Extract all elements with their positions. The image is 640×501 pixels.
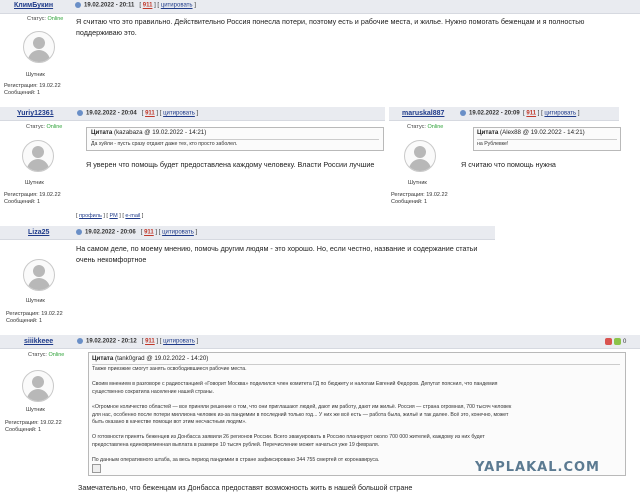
avatar[interactable] [22, 140, 54, 172]
post-date: 19.02.2022 - 20:11 [84, 2, 135, 9]
quote-text: на Рублевке! [477, 139, 617, 148]
quote-line [92, 395, 620, 403]
rating-controls [605, 338, 626, 345]
quote-link[interactable]: цитировать [162, 229, 194, 236]
avatar[interactable] [404, 140, 436, 172]
post-header [0, 226, 495, 240]
quote-line [92, 449, 620, 457]
quote-line: О готовности принять беженцев из Донбасса заявили 26 регионов России. Всего эвакуировать в Россию планируют около 700 000 жителей, каждому из них будет [92, 434, 485, 441]
post-link-icon[interactable] [77, 338, 83, 344]
quote-line: существенно сократила население нашей страны. [92, 388, 214, 395]
profile-link[interactable]: профиль [79, 213, 102, 219]
user-rank: Шутник [26, 72, 45, 78]
post-date: 19.02.2022 - 20:12 [86, 338, 137, 345]
user-reg: Регистрация: 19.02.22 Сообщений: 1 [391, 192, 448, 205]
post-meta: 19.02.2022 - 20:04 [ 911 ] [ цитировать ] [77, 110, 198, 117]
post-number[interactable]: 911 [142, 2, 153, 9]
rate-icon[interactable] [614, 338, 621, 345]
post-link-icon[interactable] [76, 229, 82, 235]
post-text: Я уверен что помощь будет предоставлена каждому человеку. Власти России лучшие [86, 160, 375, 169]
user-reg: Регистрация: 19.02.22 Сообщений: 1 [4, 192, 61, 205]
post-date: 19.02.2022 - 20:04 [86, 110, 137, 117]
post-text: Я считаю что это правильно. Действительно Россия понесла потери, поэтому есть и рабочие места, и жилье. Нужно помогать беженцам и я полностью поддерживаю это. [76, 17, 585, 37]
post-username[interactable]: maruskal887 [402, 110, 445, 117]
user-reg: Регистрация: 19.02.22 Сообщений: 1 [4, 83, 61, 96]
user-rank: Шутник [26, 298, 45, 304]
post-number[interactable]: 911 [526, 110, 537, 117]
quote-scroll-icon[interactable] [92, 464, 101, 473]
post-date: 19.02.2022 - 20:09 [469, 110, 520, 117]
post-3 [389, 107, 640, 209]
rating-value: 0 [623, 339, 627, 346]
quote-title: Цитата (tank0grad @ 19.02.2022 - 14:20) [92, 355, 209, 362]
user-rank: Шутник [25, 180, 44, 186]
post-username[interactable]: Yuriy12361 [17, 110, 54, 117]
post-1 [0, 0, 640, 100]
post-link-icon[interactable] [77, 110, 83, 116]
avatar[interactable] [23, 259, 55, 291]
post-2 [0, 107, 385, 209]
pm-link[interactable]: PM [109, 213, 118, 219]
post-link-icon[interactable] [460, 110, 466, 116]
quote-line: Своим мнением в разговоре с радиостанцией «Говорит Москва» поделился член комитета ГД по бюджету и налогам Евгений Федоров. Депутат пояснил, что пандемия [92, 381, 498, 388]
quote-line [92, 426, 620, 434]
status-line: Статус: Online [27, 16, 64, 22]
post-number[interactable]: 911 [145, 110, 155, 117]
post-username[interactable]: Liza25 [28, 229, 50, 236]
status-line: Статус: Online [28, 352, 65, 358]
post-date: 19.02.2022 - 20:06 [85, 229, 136, 236]
quote-title: Цитата (kazabaza @ 19.02.2022 - 14:21) [91, 129, 207, 136]
user-reg: Регистрация: 19.02.22 Сообщений: 1 [6, 311, 63, 324]
quote-line [92, 373, 620, 381]
report-icon[interactable] [605, 338, 612, 345]
post-link-icon[interactable] [75, 2, 81, 8]
post-username[interactable]: siiikkeee [24, 338, 54, 345]
profile-links: [ профиль ] [ PM ] [ e-mail ] [76, 213, 144, 219]
post-meta: 19.02.2022 - 20:11 [ 911 ] [ цитировать ] [75, 2, 196, 9]
quote-link[interactable]: цитировать [163, 338, 195, 345]
post-text: Замечательно, что беженцам из Донбасса предоставят возможность жить в нашей большой стране [78, 483, 413, 492]
quote-line: предоставлена единовременная выплата в размере 10 тысяч рублей. Перечисление может начаться уже 19 февраля. [92, 441, 380, 448]
post-meta: 19.02.2022 - 20:06 [ 911 ] [ цитировать ] [76, 229, 197, 236]
quote-line: «Огромное количество областей — все приняли решение о том, что они приглашают людей, дают им работу, дают им жильё. Россия — страна огромная, 700 тысяч человек [92, 403, 512, 410]
quote-link[interactable]: цитировать [544, 110, 577, 117]
post-meta: 19.02.2022 - 20:12 [ 911 ] [ цитировать ] [77, 338, 198, 345]
post-number[interactable]: 911 [145, 338, 155, 345]
post-number[interactable]: 911 [144, 229, 154, 236]
quote-line: Также приезжие смогут занять освободившиеся рабочие места. [92, 366, 247, 372]
email-link[interactable]: e-mail [125, 213, 141, 219]
quote-text [92, 364, 620, 464]
user-rank: Шутник [408, 180, 427, 186]
quote-box [86, 127, 384, 151]
status-line: Статус: Online [407, 124, 444, 130]
post-text: На самом деле, по моему мнению, помочь другим людям - это хорошо. Но, если честно, название и содержание статьи очень некомфортное [76, 244, 478, 264]
quote-box [473, 127, 621, 151]
quote-text: Да хуйли - пусть сразу отдают даже тех, кто просто заболел. [91, 139, 379, 148]
avatar[interactable] [22, 370, 54, 402]
quote-link[interactable]: цитировать [160, 2, 193, 9]
avatar[interactable] [23, 31, 55, 63]
post-meta: 19.02.2022 - 20:09 [ 911 ] [ цитировать ] [460, 110, 580, 117]
user-reg: Регистрация: 19.02.22 Сообщений: 1 [5, 420, 62, 433]
post-4 [0, 226, 495, 330]
post-username[interactable]: КлимБукин [14, 2, 54, 9]
quote-box [88, 352, 626, 476]
quote-line: По данным оперативного штаба, за весь период пандемии в стране зафиксировано 344 755 смертей от коронавируса. [92, 457, 380, 464]
quote-line: быть оказано в качестве помощи вот этим несчастным людям». [92, 419, 247, 426]
post-text: Я считаю что помощь нужна [461, 160, 556, 169]
quote-line: для нас, особенно после потери миллиона человек из-за пандемии в последний только год... У них же всё есть — работа была, жильё и так далее. Всё это, конечно, может [92, 411, 509, 418]
quote-link[interactable]: цитировать [163, 110, 195, 117]
user-rank: Шутник [26, 407, 45, 413]
watermark: YAPLAKAL.COM [475, 460, 600, 475]
quote-title: Цитата (Alex88 @ 19.02.2022 - 14:21) [477, 129, 585, 136]
status-line: Статус: Online [26, 124, 63, 130]
post-5 [0, 335, 640, 501]
